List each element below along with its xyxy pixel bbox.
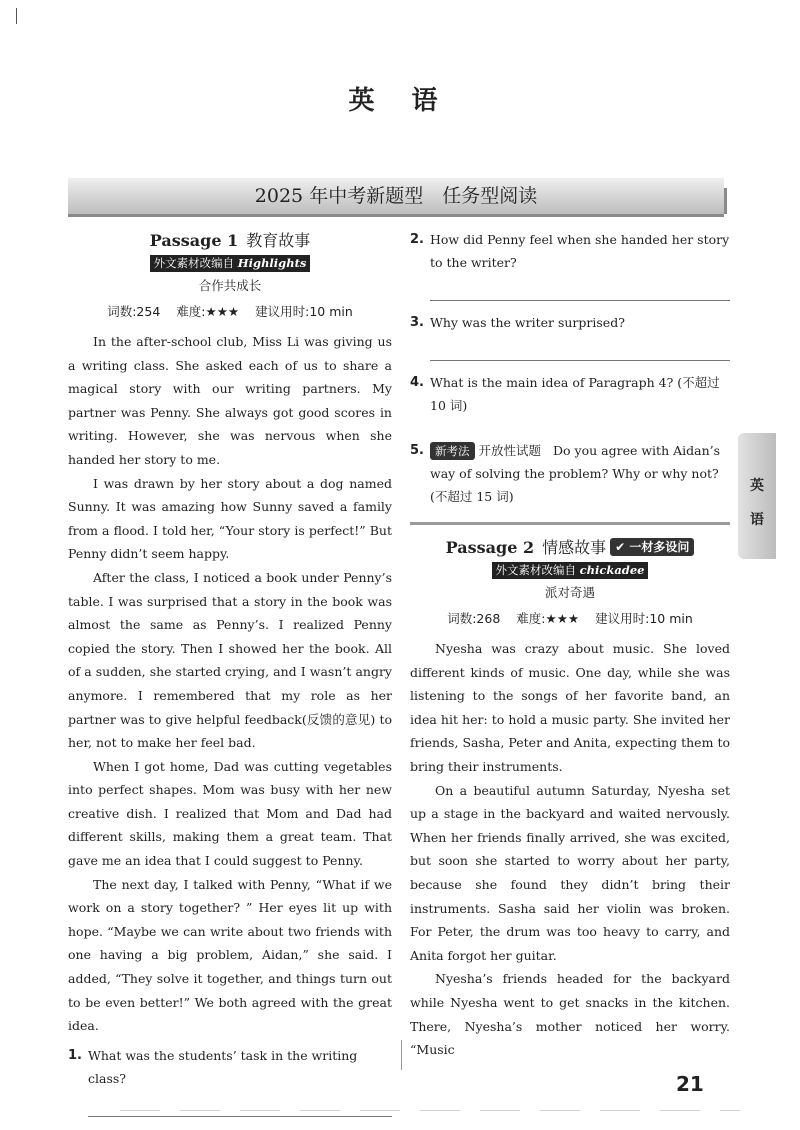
passage2-difficulty: 难度:★★★ — [516, 611, 580, 626]
passage2-paragraph: Nyesha was crazy about music. She loved different kinds of music. One day, while she was listening to the songs of her favorite band, an idea hit her: to hold a music party. She invited her friends, Sasha, Peter and Anita, expecting them to bring their instruments. — [410, 641, 730, 774]
passage2-paragraph: Nyesha’s friends headed for the backyard while Nyesha went to get snacks in the kitchen. There, Nyesha’s mother noticed her worry. “Music — [410, 971, 730, 1058]
new-method-badge: 新考法 — [430, 442, 475, 460]
passage2-source-name: chickadee — [579, 563, 645, 577]
question-3 — [410, 311, 730, 334]
passage1-paragraph: In the after-school club, Miss Li was giving us a writing class. She asked each of us to share a magical story with our writing partners. My partner was Penny. She always got good scores in writing. However, she was nervous when she handed her story to me. — [68, 334, 392, 467]
question-number: 1. — [68, 1047, 82, 1063]
answer-line-1[interactable] — [88, 1098, 392, 1117]
passage1-meta — [68, 302, 392, 320]
section-banner: 2025 年中考新题型 任务型阅读 — [68, 178, 724, 217]
passage1-subtitle: 合作共成长 — [198, 278, 262, 293]
passage1-label: Passage 1 — [149, 231, 239, 250]
passage1-paragraph: After the class, I noticed a book under Penny’s table. I was surprised that a story in the book was almost the same as Penny’s. I realized Penny copied the story. Then I showed her the book. All of a sudden, she started crying, and I wasn’t angry anymore. I remembered that my role as her partner was to give helpful feedback(反馈的意见) to her, not to make her feel bad. — [68, 569, 392, 751]
subject-title: 英 语 — [348, 86, 452, 116]
passage1-source-prefix: 外文素材改编自 — [153, 256, 238, 270]
answer-line-2[interactable] — [430, 282, 730, 301]
question-number: 5. — [410, 443, 424, 458]
passage2-label: Passage 2 — [445, 538, 535, 557]
multi-question-badge: ✔ 一材多设问 — [610, 538, 694, 556]
question-text: What was the students’ task in the writing class? — [88, 1047, 358, 1086]
left-column — [68, 228, 392, 1127]
passage-divider — [410, 522, 730, 525]
passage1-source — [150, 255, 311, 272]
passage1-paragraph: When I got home, Dad was cutting vegetables into perfect shapes. Mom was busy with her new creative dish. I realized that Mom and Dad had different skills, making them a great team. That gave me an idea that I could suggest to Penny. — [68, 758, 392, 869]
subject-side-tab — [738, 433, 776, 559]
question-number: 3. — [410, 315, 424, 330]
passage1-heading — [68, 228, 392, 251]
column-divider — [401, 1040, 402, 1070]
question-5 — [410, 439, 730, 508]
question-number: 4. — [410, 375, 424, 390]
right-column — [410, 228, 730, 1062]
banner-edge — [724, 188, 727, 214]
passage2-time: 建议用时:10 min — [595, 611, 693, 626]
passage1-paragraph: The next day, I talked with Penny, “What if we work on a story together? ” Her eyes lit up with hope. “Maybe we can write about two friends with one having a big problem, Aidan,” she said. I added, “They solve it together, and things turn out to be even better!” We both agreed with the great idea. — [68, 876, 392, 1034]
question-text: Why was the writer surprised? — [430, 315, 625, 330]
passage1-time: 建议用时:10 min — [255, 304, 353, 319]
answer-line-3[interactable] — [430, 342, 730, 361]
passage1-word-count: 词数:254 — [107, 304, 161, 319]
question-1 — [68, 1044, 392, 1090]
side-tab-char: 语 — [750, 512, 764, 528]
passage2-meta — [410, 609, 730, 627]
passage1-source-name: Highlights — [237, 256, 307, 270]
passage2-paragraph: On a beautiful autumn Saturday, Nyesha set up a stage in the backyard and waited nervously. When her friends finally arrived, she was excited, but soon she started to worry about her party, because she found they didn’t bring their instruments. Sasha said her violin was broken. For Peter, the drum was too heavy to carry, and Anita forgot her guitar. — [410, 782, 730, 963]
passage2-source — [492, 562, 649, 579]
side-tab-label — [738, 469, 776, 537]
open-question-label: 开放性试题 — [478, 443, 542, 458]
passage2-heading — [410, 535, 730, 558]
question-4 — [410, 371, 730, 417]
question-text: What is the main idea of Paragraph 4? (不超过 10 词) — [430, 375, 720, 413]
question-number: 2. — [410, 232, 424, 247]
page-corner-mark — [16, 8, 17, 24]
question-2 — [410, 228, 730, 274]
passage2-topic: 情感故事 — [542, 538, 607, 557]
question-text: Do you agree with Aidan’s way of solving the problem? Why or why not? (不超过 15 词) — [430, 443, 721, 504]
passage1-topic: 教育故事 — [246, 231, 311, 250]
footer-rule — [120, 1110, 740, 1111]
passage1-paragraph: I was drawn by her story about a dog named Sunny. It was amazing how Sunny saved a family from a flood. I told her, “Your story is perfect!” But Penny didn’t seem happy. — [68, 475, 392, 562]
passage2-subtitle: 派对奇遇 — [544, 585, 595, 600]
side-tab-char: 英 — [750, 478, 764, 494]
passage2-word-count: 词数:268 — [447, 611, 501, 626]
passage2-source-prefix: 外文素材改编自 — [495, 563, 580, 577]
passage1-difficulty: 难度:★★★ — [176, 304, 240, 319]
page-number: 21 — [676, 1072, 704, 1096]
question-text: How did Penny feel when she handed her story to the writer? — [430, 232, 730, 270]
